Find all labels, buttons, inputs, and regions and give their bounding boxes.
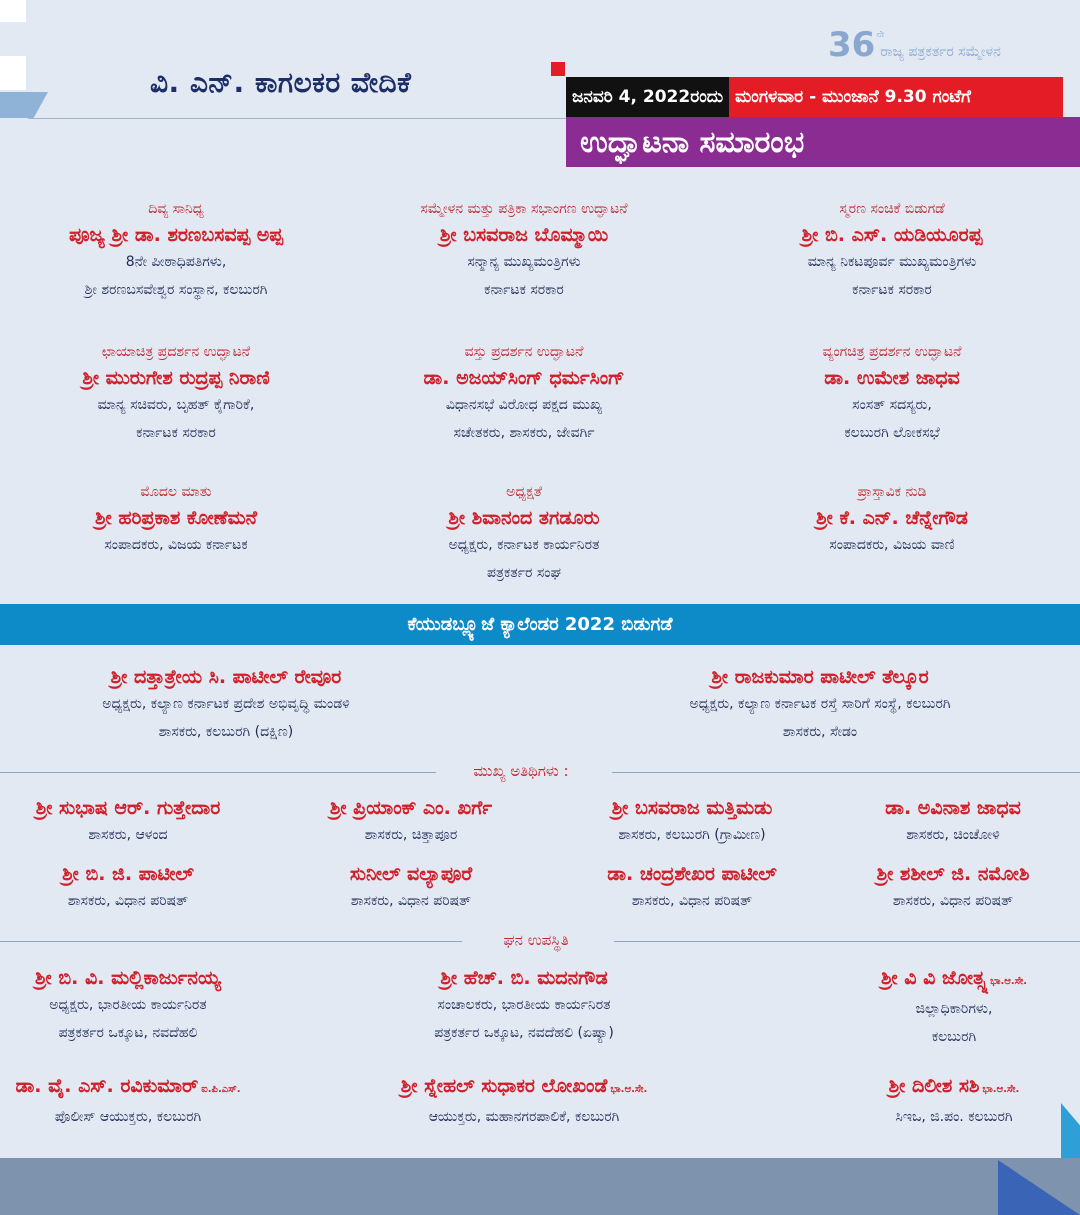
person-title-line2: ಪತ್ರಕರ್ತರ ಸಂಘ bbox=[487, 565, 561, 581]
person-title-line1: ಮಾನ್ಯ ಸಚಿವರು, ಬೃಹತ್ ಕೈಗಾರಿಕೆ, bbox=[97, 397, 255, 413]
chief-guest bbox=[0, 861, 263, 915]
person-title-line1: ಅಧ್ಯಕ್ಷರು, ಕರ್ನಾಟಕ ಕಾರ್ಯನಿರತ bbox=[448, 537, 600, 553]
person-title-line2: ಕಲಬುರಗಿ bbox=[931, 1029, 977, 1045]
header-rule bbox=[28, 118, 568, 119]
footer-band bbox=[0, 1158, 1080, 1215]
person-name: ಶ್ರೀ ಶಶೀಲ್ ಜಿ. ನಮೋಶಿ bbox=[876, 863, 1030, 885]
dignitary-block bbox=[702, 343, 1080, 447]
person-title-line2: ಶಾಸಕರು, ಸೇಡಂ bbox=[782, 724, 858, 740]
person-designation: ಭಾ.ಆ.ಸೇ. bbox=[610, 1084, 648, 1095]
badge-text: ರಾಜ್ಯ ಪತ್ರಕರ್ತರ ಸಮ್ಮೇಳನ bbox=[880, 44, 1001, 60]
presence-rule-left bbox=[0, 941, 462, 942]
dignitary-block bbox=[702, 200, 1080, 304]
person-name bbox=[826, 1073, 1080, 1103]
role-label: ಪ್ರಾಸ್ತಾವಿಕ ನುಡಿ bbox=[857, 484, 927, 500]
chief-guests-heading: ಮುಖ್ಯ ಅತಿಥಿಗಳು : bbox=[473, 762, 569, 780]
presence-person bbox=[324, 965, 724, 1047]
person-title-line1: ಶಾಸಕರು, ವಿಧಾನ ಪರಿಷತ್ bbox=[350, 893, 472, 909]
role-label: ವಸ್ತು ಪ್ರದರ್ಶನ ಉದ್ಘಾಟನೆ bbox=[464, 344, 584, 360]
dignitary-block bbox=[334, 483, 714, 587]
calendar-person bbox=[0, 664, 486, 746]
red-square-accent bbox=[551, 62, 565, 76]
person-name bbox=[0, 1073, 256, 1103]
chief-guests-rule-left bbox=[0, 772, 436, 773]
role-label: ಅಧ್ಯಕ್ಷತೆ bbox=[506, 484, 542, 500]
chief-guest bbox=[276, 795, 546, 849]
person-designation: ಭಾ.ಆ.ಸೇ. bbox=[982, 1084, 1020, 1095]
person-name: ಶ್ರೀ ಪ್ರಿಯಾಂಕ್ ಎಂ. ಖರ್ಗೆ bbox=[329, 797, 493, 819]
date-bar bbox=[566, 77, 1063, 117]
person-title-line1: ಶಾಸಕರು, ವಿಧಾನ ಪರಿಷತ್ bbox=[892, 893, 1014, 909]
person-name: ಶ್ರೀ ಮುರುಗೇಶ ರುದ್ರಪ್ಪ ನಿರಾಣಿ bbox=[82, 367, 270, 389]
person-title-line1: ಶಾಸಕರು, ಚಿತ್ತಾಪೂರ bbox=[364, 827, 458, 843]
person-name-text: ಡಾ. ವೈ. ಎಸ್. ರವಿಕುಮಾರ್ bbox=[15, 1075, 199, 1097]
person-title-line2: ಪತ್ರಕರ್ತರ ಒಕ್ಕೂಟ, ನವದೆಹಲಿ bbox=[58, 1025, 198, 1041]
presence-person bbox=[324, 1073, 724, 1131]
person-name: ಶ್ರೀ ಕೆ. ಎನ್. ಚೆನ್ನೇಗೌಡ bbox=[816, 507, 968, 529]
person-title-line1: ಶಾಸಕರು, ಕಲಬುರಗಿ (ಗ್ರಾಮೀಣ) bbox=[618, 827, 766, 843]
person-name: ಡಾ. ಉಮೇಶ ಜಾಧವ bbox=[824, 367, 960, 389]
person-title-line2: ಕರ್ನಾಟಕ ಸರಕಾರ bbox=[136, 425, 216, 441]
person-title-line2: ಪತ್ರಕರ್ತರ ಒಕ್ಕೂಟ, ನವದೆಹಲಿ (ಏಷ್ಯಾ) bbox=[434, 1025, 614, 1041]
person-name-text: ಶ್ರೀ ಸ್ನೇಹಲ್ ಸುಧಾಕರ ಲೋಖಂಡೆ bbox=[400, 1075, 608, 1097]
person-name: ಶ್ರೀ ಸುಭಾಷ ಆರ್. ಗುತ್ತೇದಾರ bbox=[35, 797, 221, 819]
chief-guest bbox=[818, 795, 1080, 849]
event-date: ಜನವರಿ 4, 2022ರಂದು bbox=[566, 77, 729, 117]
chief-guest bbox=[0, 795, 263, 849]
person-name: ಡಾ. ಚಂದ್ರಶೇಖರ ಪಾಟೀಲ್ bbox=[607, 863, 777, 885]
person-title-line2: ಕರ್ನಾಟಕ ಸರಕಾರ bbox=[484, 282, 564, 298]
person-name: ಶ್ರೀ ದತ್ತಾತ್ರೇಯ ಸಿ. ಪಾಟೀಲ್ ರೇವೂರ bbox=[110, 666, 342, 688]
badge-ordinal: ನೇ bbox=[876, 30, 885, 40]
person-name: ಡಾ. ಅವಿನಾಶ ಜಾಧವ bbox=[885, 797, 1021, 819]
role-label: ಮೊದಲ ಮಾತು bbox=[140, 484, 212, 500]
venue-title: ವಿ. ಎನ್. ಕಾಗಲಕರ ವೇದಿಕೆ bbox=[150, 66, 412, 99]
person-name-text: ಶ್ರೀ ವಿ ವಿ ಜೋತ್ಸ್ನ bbox=[880, 967, 988, 989]
person-name: ಶ್ರೀ ಬಿ. ಜಿ. ಪಾಟೀಲ್ bbox=[62, 863, 194, 885]
person-title-line1: ಸನ್ಮಾನ್ಯ ಮುಖ್ಯಮಂತ್ರಿಗಳು bbox=[467, 254, 581, 270]
person-name bbox=[0, 965, 256, 991]
person-name: ಸುನೀಲ್ ವಲ್ಯಾಪೂರೆ bbox=[349, 863, 473, 885]
person-name-text: ಶ್ರೀ ದಿಲೀಶ ಸಶಿ bbox=[888, 1075, 980, 1097]
person-title-line1: ಶಾಸಕರು, ವಿಧಾನ ಪರಿಷತ್ bbox=[631, 893, 753, 909]
person-name bbox=[324, 965, 724, 991]
person-title-line1: ಶಾಸಕರು, ಚಿಂಚೋಳಿ bbox=[906, 827, 1000, 843]
person-title-line1: ಸಂಪಾದಕರು, ವಿಜಯ ವಾಣಿ bbox=[829, 537, 955, 553]
person-title-line1: ಜಿಲ್ಲಾಧಿಕಾರಿಗಳು, bbox=[915, 1001, 993, 1017]
person-title-line1: ಶಾಸಕರು, ಆಳಂದ bbox=[88, 827, 168, 843]
person-name: ಶ್ರೀ ಶಿವಾನಂದ ತಗಡೂರು bbox=[448, 507, 600, 529]
calendar-release-banner: ಕೆಯುಡಬ್ಲ್ಯೂಜೆ ಕ್ಯಾಲೆಂಡರ 2022 ಬಿಡುಗಡೆ bbox=[0, 604, 1080, 645]
presence-heading: ಘನ ಉಪಸ್ಥಿತಿ bbox=[503, 931, 569, 949]
person-title-line2: ಸಚೇತಕರು, ಶಾಸಕರು, ಜೇವರ್ಗಿ bbox=[453, 425, 595, 441]
person-name: ಶ್ರೀ ಹರಿಪ್ರಕಾಶ ಕೋಣೆಮನೆ bbox=[95, 507, 257, 529]
badge-number: 36 bbox=[828, 25, 876, 65]
person-name: ಶ್ರೀ ಬಿ. ಎಸ್. ಯಡಿಯೂರಪ್ಪ bbox=[801, 224, 983, 246]
person-designation: ಭಾ.ಆ.ಸೇ. bbox=[990, 976, 1028, 987]
calendar-person bbox=[560, 664, 1080, 746]
person-title-line1: ಅಧ್ಯಕ್ಷರು, ಕಲ್ಯಾಣ ಕರ್ನಾಟಕ ಪ್ರದೇಶ ಅಭಿವೃದ್ಧಿ ಮಂಡಳಿ bbox=[102, 696, 350, 712]
person-title-line1: ವಿಧಾನಸಭೆ ವಿರೋಧ ಪಕ್ಷದ ಮುಖ್ಯ bbox=[445, 397, 603, 413]
person-name: ಶ್ರೀ ಬಸವರಾಜ ಬೊಮ್ಮಾಯಿ bbox=[439, 224, 609, 246]
person-title-line1: ಸಂಪಾದಕರು, ವಿಜಯ ಕರ್ನಾಟಕ bbox=[104, 537, 248, 553]
person-name: ಪೂಜ್ಯ ಶ್ರೀ ಡಾ. ಶರಣಬಸವಪ್ಪ ಅಪ್ಪ bbox=[69, 224, 283, 246]
role-label: ಸ್ಮರಣ ಸಂಚಿಕೆ ಬಿಡುಗಡೆ bbox=[839, 201, 945, 217]
person-title-line1: ಅಧ್ಯಕ್ಷರು, ಕಲ್ಯಾಣ ಕರ್ನಾಟಕ ರಸ್ತೆ ಸಾರಿಗೆ ಸಂಸ್ಥೆ, ಕಲಬುರಗಿ bbox=[689, 696, 951, 712]
person-title-line2: ಶ್ರೀ ಶರಣಬಸವೇಶ್ವರ ಸಂಸ್ಥಾನ, ಕಲಬುರಗಿ bbox=[84, 282, 268, 298]
chief-guest bbox=[276, 861, 546, 915]
person-title-line2: ಕರ್ನಾಟಕ ಸರಕಾರ bbox=[852, 282, 932, 298]
person-title-line1: ಸಂಸತ್ ಸದಸ್ಯರು, bbox=[852, 397, 932, 413]
dignitary-block bbox=[702, 483, 1080, 559]
person-name bbox=[826, 965, 1080, 995]
event-title: ಉದ್ಘಾಟನಾ ಸಮಾರಂಭ bbox=[566, 117, 1080, 167]
person-title-line1: ಸಿಇಒ, ಜಿ.ಪಂ. ಕಲಬುರಗಿ bbox=[895, 1109, 1013, 1125]
person-title-line1: 8ನೇ ಪೀಠಾಧಿಪತಿಗಳು, bbox=[125, 254, 227, 270]
presence-person bbox=[826, 965, 1080, 1051]
presence-person bbox=[0, 1073, 256, 1131]
presence-person bbox=[0, 965, 256, 1047]
person-name bbox=[324, 1073, 724, 1103]
corner-blue-wedge bbox=[0, 92, 48, 118]
person-name-text: ಶ್ರೀ ಹೆಚ್. ಬಿ. ಮದನಗೌಡ bbox=[440, 967, 608, 989]
person-title-line1: ಆಯುಕ್ತರು, ಮಹಾನಗರಪಾಲಿಕೆ, ಕಲಬುರಗಿ bbox=[428, 1109, 620, 1125]
dignitary-block bbox=[0, 483, 366, 559]
dignitary-block bbox=[0, 200, 366, 304]
presence-person bbox=[826, 1073, 1080, 1131]
person-name: ಡಾ. ಅಜಯ್‌ಸಿಂಗ್ ಧರ್ಮಸಿಂಗ್ bbox=[423, 367, 625, 389]
conference-badge bbox=[828, 25, 1001, 65]
role-label: ದಿವ್ಯ ಸಾನಿಧ್ಯ bbox=[148, 201, 204, 217]
person-name: ಶ್ರೀ ರಾಜಕುಮಾರ ಪಾಟೀಲ್ ತೆಲ್ಕೂರ bbox=[711, 666, 929, 688]
chief-guests-rule-right bbox=[612, 772, 1080, 773]
person-title-line1: ಸಂಚಾಲಕರು, ಭಾರತೀಯ ಕಾರ್ಯನಿರತ bbox=[437, 997, 611, 1013]
person-title-line1: ಮಾನ್ಯ ನಿಕಟಪೂರ್ವ ಮುಖ್ಯಮಂತ್ರಿಗಳು bbox=[807, 254, 977, 270]
person-title-line1: ಅಧ್ಯಕ್ಷರು, ಭಾರತೀಯ ಕಾರ್ಯನಿರತ bbox=[49, 997, 207, 1013]
chief-guest bbox=[557, 795, 827, 849]
chief-guest bbox=[818, 861, 1080, 915]
corner-white-block-top bbox=[0, 0, 26, 22]
person-title-line2: ಕಲಬುರಗಿ ಲೋಕಸಭೆ bbox=[844, 425, 940, 441]
event-day-time: ಮಂಗಳವಾರ - ಮುಂಜಾನೆ 9.30 ಗಂಟೆಗೆ bbox=[729, 77, 1063, 117]
person-title-line1: ಶಾಸಕರು, ವಿಧಾನ ಪರಿಷತ್ bbox=[67, 893, 189, 909]
role-label: ಛಾಯಾಚಿತ್ರ ಪ್ರದರ್ಶನ ಉದ್ಘಾಟನೆ bbox=[101, 344, 251, 360]
person-title-line2: ಶಾಸಕರು, ಕಲಬುರಗಿ (ದಕ್ಷಿಣ) bbox=[158, 724, 294, 740]
person-designation: ಐ.ಪಿ.ಎಸ್. bbox=[201, 1084, 241, 1095]
corner-white-block-middle bbox=[0, 56, 26, 90]
dignitary-block bbox=[0, 343, 366, 447]
dignitary-block bbox=[334, 200, 714, 304]
chief-guest bbox=[557, 861, 827, 915]
role-label: ವ್ಯಂಗಚಿತ್ರ ಪ್ರದರ್ಶನ ಉದ್ಘಾಟನೆ bbox=[822, 344, 962, 360]
person-name: ಶ್ರೀ ಬಸವರಾಜ ಮತ್ತಿಮಡು bbox=[611, 797, 773, 819]
presence-rule-right bbox=[614, 941, 1080, 942]
role-label: ಸಮ್ಮೇಳನ ಮತ್ತು ಪತ್ರಿಕಾ ಸಭಾಂಗಣ ಉದ್ಘಾಟನೆ bbox=[420, 201, 628, 217]
dignitary-block bbox=[334, 343, 714, 447]
person-name-text: ಶ್ರೀ ಬಿ. ವಿ. ಮಲ್ಲಿಕಾರ್ಜುನಯ್ಯ bbox=[35, 967, 221, 989]
person-title-line1: ಪೊಲೀಸ್ ಆಯುಕ್ತರು, ಕಲಬುರಗಿ bbox=[54, 1109, 202, 1125]
